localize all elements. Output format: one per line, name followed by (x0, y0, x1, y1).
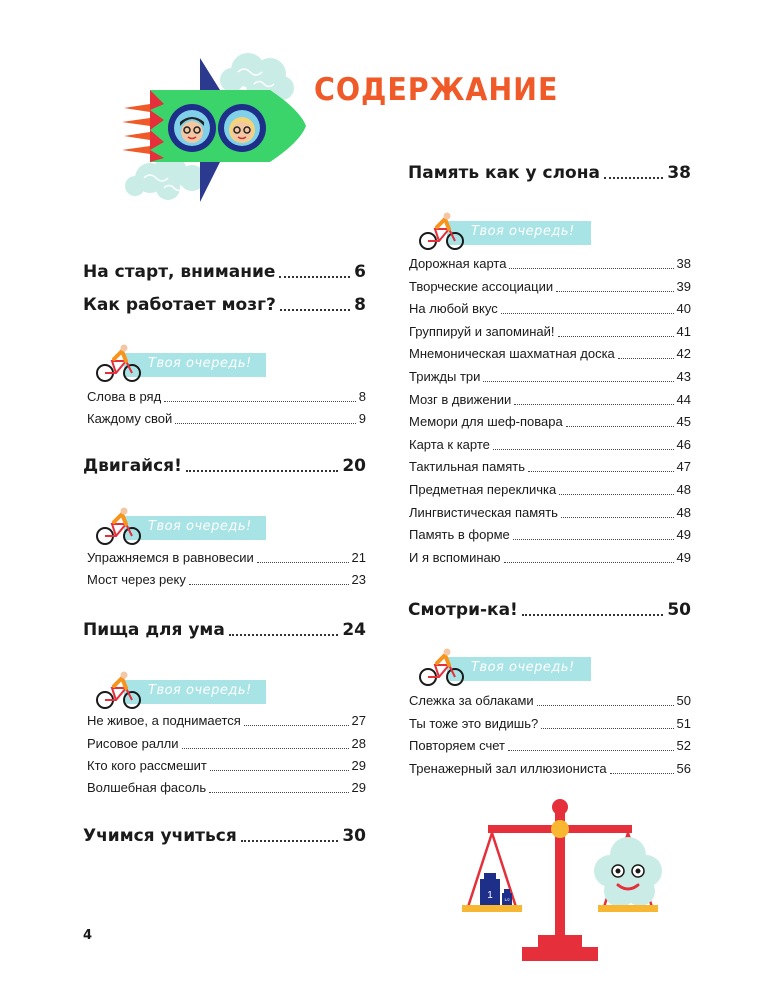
dot-leader (509, 268, 673, 269)
toc-item[interactable] (409, 392, 691, 408)
toc-label: Лингвистическая память (409, 504, 558, 520)
toc-page: 50 (667, 600, 691, 620)
dot-leader (537, 705, 674, 706)
dot-leader (566, 426, 674, 427)
toc-label: Каждому свой (87, 411, 173, 426)
toc-label: Мемори для шеф-повара (409, 414, 563, 430)
toc-item[interactable] (87, 550, 366, 566)
toc-page: 47 (676, 459, 691, 475)
toc-label: Волшебная фасоль (87, 780, 207, 795)
dot-leader (604, 177, 663, 179)
toc-label: На старт, внимание (83, 262, 276, 282)
toc-page: 42 (676, 346, 691, 362)
dot-leader (483, 381, 673, 382)
toc-label: Группируй и запоминай! (409, 323, 555, 339)
toc-item[interactable] (87, 736, 366, 752)
toc-page: 39 (676, 278, 691, 294)
toc-page: 6 (354, 262, 366, 282)
toc-item[interactable] (87, 758, 366, 774)
toc-page: 8 (354, 295, 366, 315)
toc-label: Слежка за облаками (409, 693, 534, 708)
toc-page: 56 (676, 760, 691, 776)
toc-label: Тактильная память (409, 459, 526, 475)
page-title: СОДЕРЖАНИЕ (314, 72, 559, 108)
toc-label: Рисовое ралли (87, 736, 179, 751)
toc-label: Дорожная карта (409, 256, 507, 271)
toc-label: На любой вкус (409, 301, 498, 317)
banner-label: Твоя очередь! (471, 660, 575, 675)
cyclist-icon (96, 343, 142, 383)
toc-item[interactable] (409, 279, 691, 295)
toc-page: 24 (342, 620, 366, 640)
dot-leader (504, 562, 674, 563)
toc-page: 29 (351, 758, 366, 773)
toc-page: 30 (342, 826, 366, 846)
toc-page: 50 (676, 693, 691, 708)
cyclist-icon (96, 670, 142, 710)
toc-major-memory[interactable] (408, 163, 691, 183)
toc-label: Ты тоже это видишь? (409, 715, 539, 731)
toc-label: Творческие ассоциации (409, 278, 554, 294)
toc-page: 8 (358, 389, 366, 404)
toc-item[interactable] (409, 437, 691, 453)
toc-page: 38 (667, 163, 691, 183)
cyclist-icon (96, 506, 142, 546)
dot-leader (514, 404, 673, 405)
dot-leader (244, 725, 349, 726)
toc-label: Учимся учиться (83, 826, 237, 846)
rocket-illustration (120, 50, 310, 210)
dot-leader (210, 770, 349, 771)
toc-label: Мост через реку (87, 572, 186, 587)
toc-label: Двигайся! (83, 456, 182, 476)
toc-item[interactable] (409, 716, 691, 732)
toc-label: Повторяем счет (409, 738, 506, 754)
toc-item[interactable] (87, 572, 366, 588)
toc-page: 29 (351, 780, 366, 795)
dot-leader (561, 517, 674, 518)
toc-label: И я вспоминаю (409, 549, 501, 565)
cyclist-icon (419, 211, 465, 251)
toc-label: Трижды три (409, 369, 481, 384)
toc-major-food[interactable] (83, 620, 366, 640)
dot-leader (528, 471, 674, 472)
dot-leader (279, 276, 350, 278)
toc-item[interactable] (409, 459, 691, 475)
toc-item[interactable] (409, 738, 691, 754)
toc-major-brain[interactable] (83, 295, 366, 315)
toc-page: 49 (676, 527, 691, 543)
dot-leader (189, 584, 349, 585)
toc-label: Не живое, а поднимается (87, 713, 241, 728)
toc-label: Мозг в движении (409, 391, 512, 407)
toc-label: Мнемоническая шахматная доска (409, 346, 615, 362)
dot-leader (209, 792, 348, 793)
banner-label: Твоя очередь! (471, 224, 575, 239)
dot-leader (229, 634, 339, 636)
toc-page: 44 (676, 391, 691, 407)
dot-leader (186, 470, 339, 472)
toc-item[interactable] (409, 324, 691, 340)
dot-leader (558, 336, 674, 337)
toc-label: Кто кого рассмешит (87, 758, 207, 773)
weight-small-label: 1/2 (504, 897, 510, 902)
toc-label: Как работает мозг? (83, 295, 276, 315)
toc-label: Память как у слона (408, 163, 600, 183)
scale-illustration (460, 795, 680, 985)
toc-item[interactable] (87, 780, 366, 796)
toc-label: Карта к карте (409, 436, 490, 452)
toc-item[interactable] (87, 411, 366, 427)
toc-page: 52 (676, 738, 691, 754)
toc-item[interactable] (409, 505, 691, 521)
toc-page: 40 (676, 301, 691, 317)
cyclist-icon (419, 647, 465, 687)
page-number: 4 (83, 928, 93, 943)
toc-item[interactable] (409, 482, 691, 498)
toc-label: Смотри-ка! (408, 600, 518, 620)
dot-leader (182, 748, 349, 749)
your-turn-banner (419, 221, 591, 245)
dot-leader (175, 423, 356, 424)
toc-page: 51 (676, 715, 691, 731)
weight-big-label: 1 (487, 890, 493, 901)
dot-leader (501, 313, 674, 314)
toc-item[interactable] (409, 693, 691, 709)
toc-page: 43 (676, 369, 691, 384)
your-turn-banner (419, 657, 591, 681)
dot-leader (556, 291, 673, 292)
dot-leader (493, 449, 674, 450)
toc-item[interactable] (409, 527, 691, 543)
toc-page: 49 (676, 549, 691, 565)
toc-major-move[interactable] (83, 456, 366, 476)
toc-page: 46 (676, 436, 691, 452)
your-turn-banner (96, 516, 266, 540)
toc-major-start[interactable] (83, 262, 366, 282)
toc-page: 38 (676, 256, 691, 271)
dot-leader (541, 728, 673, 729)
your-turn-banner (96, 680, 266, 704)
dot-leader (280, 309, 350, 311)
toc-page: 28 (351, 736, 366, 751)
banner-label: Твоя очередь! (148, 519, 252, 534)
toc-page: 20 (342, 456, 366, 476)
banner-label: Твоя очередь! (148, 683, 252, 698)
toc-label: Предметная перекличка (409, 482, 557, 497)
dot-leader (522, 614, 664, 616)
toc-item[interactable] (409, 369, 691, 385)
toc-page: 9 (358, 411, 366, 426)
toc-page: 45 (676, 414, 691, 430)
dot-leader (241, 840, 339, 842)
dot-leader (513, 539, 674, 540)
toc-item[interactable] (409, 761, 691, 777)
dot-leader (610, 773, 674, 774)
toc-label: Упражняемся в равновесии (87, 550, 254, 565)
toc-major-learn[interactable] (83, 826, 366, 846)
toc-page: 23 (351, 572, 366, 587)
dot-leader (164, 401, 356, 402)
toc-item[interactable] (409, 346, 691, 362)
toc-item[interactable] (87, 713, 366, 729)
toc-item[interactable] (409, 414, 691, 430)
toc-item[interactable] (409, 256, 691, 272)
dot-leader (559, 494, 673, 495)
your-turn-banner (96, 353, 266, 377)
toc-page: 21 (351, 550, 366, 565)
toc-item[interactable] (409, 550, 691, 566)
toc-page: 27 (351, 713, 366, 728)
toc-page: 41 (676, 323, 691, 339)
toc-item[interactable] (87, 389, 366, 405)
toc-label: Пища для ума (83, 620, 225, 640)
toc-major-look[interactable] (408, 600, 691, 620)
toc-page: 48 (676, 504, 691, 520)
dot-leader (618, 358, 674, 359)
dot-leader (257, 562, 349, 563)
toc-label: Тренажерный зал иллюзиониста (409, 760, 607, 776)
banner-label: Твоя очередь! (148, 356, 252, 371)
toc-label: Слова в ряд (87, 389, 162, 404)
toc-page: 48 (676, 482, 691, 497)
toc-item[interactable] (409, 301, 691, 317)
dot-leader (508, 750, 674, 751)
toc-label: Память в форме (409, 527, 510, 543)
